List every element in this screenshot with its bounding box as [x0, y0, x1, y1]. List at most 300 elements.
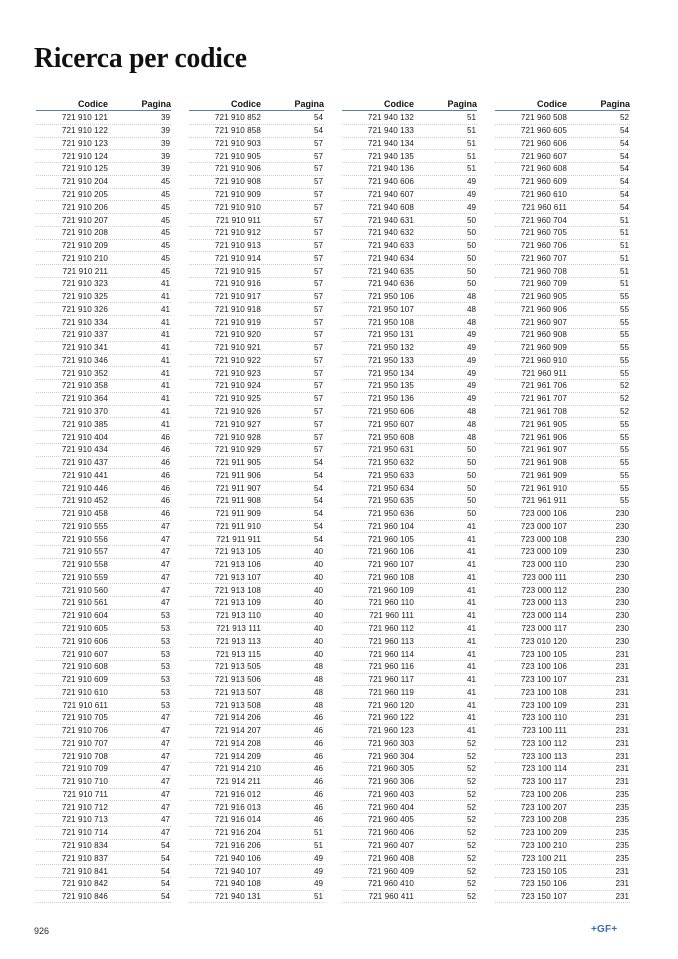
- table-row: [189, 355, 324, 368]
- table-row: [342, 444, 477, 457]
- code-cell: 721 960 705: [520, 228, 567, 238]
- page-cell: 57: [313, 279, 323, 289]
- page-cell: 47: [160, 738, 170, 748]
- table-row: [342, 189, 477, 202]
- table-row: [189, 469, 324, 482]
- page-cell: 54: [619, 177, 629, 187]
- page-cell: 45: [160, 215, 170, 225]
- page-cell: 231: [615, 713, 629, 723]
- page-cell: 49: [466, 177, 476, 187]
- page-cell: 51: [313, 841, 323, 851]
- table-row: [342, 214, 477, 227]
- table-row: [36, 635, 171, 648]
- page-cell: 54: [619, 189, 629, 199]
- code-cell: 721 910 446: [61, 483, 108, 493]
- page-cell: 41: [466, 624, 476, 633]
- table-row: [189, 789, 324, 802]
- page-cell: 46: [313, 777, 323, 787]
- page-cell: 46: [313, 751, 323, 761]
- code-cell: 721 910 915: [214, 266, 261, 276]
- table-row: [36, 163, 171, 176]
- page-cell: 48: [466, 406, 476, 416]
- code-cell: 723 100 109: [520, 700, 567, 710]
- table-row: [36, 125, 171, 138]
- page-cell: 46: [313, 726, 323, 736]
- page-cell: 51: [619, 228, 629, 238]
- page-cell: 54: [160, 879, 170, 889]
- code-cell: 721 913 110: [215, 611, 261, 621]
- code-cell: 721 910 605: [61, 624, 108, 633]
- code-cell: 721 950 135: [367, 381, 414, 391]
- table-row: [36, 725, 171, 738]
- table-row: [495, 189, 630, 202]
- code-cell: 721 950 634: [367, 483, 414, 493]
- page-cell: 54: [313, 470, 323, 480]
- code-cell: 723 100 206: [520, 789, 567, 799]
- table-row: [36, 610, 171, 623]
- table-row: [495, 699, 630, 712]
- code-cell: 721 960 611: [521, 202, 567, 212]
- table-row: [189, 801, 324, 814]
- table-row: [495, 444, 630, 457]
- table-row: [495, 814, 630, 827]
- table-row: [342, 316, 477, 329]
- page-cell: 231: [615, 866, 629, 876]
- code-cell: 721 940 631: [367, 215, 414, 225]
- table-row: [189, 342, 324, 355]
- code-cell: 721 910 908: [214, 177, 261, 187]
- code-cell: 721 960 117: [368, 675, 414, 685]
- code-cell: 721 910 385: [61, 419, 108, 429]
- table-row: [36, 814, 171, 827]
- page-cell: 57: [313, 241, 323, 251]
- page-cell: 53: [160, 687, 170, 697]
- page-cell: 47: [160, 815, 170, 825]
- page-cell: 46: [313, 738, 323, 748]
- code-cell: 721 916 014: [214, 815, 261, 825]
- table-row: [36, 431, 171, 444]
- page-cell: 50: [466, 458, 476, 468]
- page-cell: 57: [313, 138, 323, 148]
- code-cell: 721 960 409: [367, 866, 414, 876]
- code-cell: 721 960 906: [520, 304, 567, 314]
- row-list: [189, 112, 324, 903]
- page-cell: 55: [619, 317, 629, 327]
- page-cell: 57: [313, 151, 323, 161]
- page-cell: 50: [466, 266, 476, 276]
- page-cell: 231: [615, 751, 629, 761]
- page-cell: 57: [313, 343, 323, 353]
- page-cell: 48: [466, 292, 476, 302]
- code-cell: 721 910 607: [61, 649, 108, 659]
- table-row: [189, 635, 324, 648]
- page-cell: 57: [313, 419, 323, 429]
- table-row: [189, 240, 324, 253]
- code-cell: 721 960 110: [368, 598, 414, 608]
- table-row: [36, 316, 171, 329]
- table-row: [495, 406, 630, 419]
- code-cell: 721 910 205: [61, 189, 108, 199]
- column-header: [36, 94, 171, 111]
- table-row: [342, 482, 477, 495]
- code-cell: 721 950 636: [367, 509, 414, 519]
- page-cell: 52: [619, 113, 629, 123]
- table-row: [342, 814, 477, 827]
- table-row: [189, 559, 324, 572]
- code-cell: 721 960 908: [520, 330, 567, 340]
- table-row: [495, 789, 630, 802]
- code-cell: 721 910 905: [214, 151, 261, 161]
- code-cell: 721 911 906: [215, 470, 261, 480]
- code-cell: 721 913 105: [214, 547, 261, 557]
- table-row: [342, 661, 477, 674]
- table-row: [189, 584, 324, 597]
- page-cell: 230: [615, 572, 629, 582]
- table-row: [495, 763, 630, 776]
- code-cell: 721 960 407: [367, 841, 414, 851]
- page-cell: 54: [619, 202, 629, 212]
- table-row: [495, 457, 630, 470]
- code-cell: 723 000 111: [522, 572, 567, 582]
- table-row: [342, 584, 477, 597]
- table-row: [36, 252, 171, 265]
- table-row: [36, 291, 171, 304]
- page-cell: 41: [466, 547, 476, 557]
- page-cell: 41: [466, 572, 476, 582]
- page-cell: 54: [160, 853, 170, 863]
- table-row: [495, 469, 630, 482]
- table-row: [342, 521, 477, 534]
- table-row: [189, 495, 324, 508]
- page-cell: 52: [619, 381, 629, 391]
- code-cell: 723 000 112: [521, 585, 567, 595]
- table-row: [342, 789, 477, 802]
- page-cell: 57: [313, 432, 323, 442]
- table-row: [342, 112, 477, 125]
- table-row: [189, 738, 324, 751]
- header-pagina: Pagina: [294, 99, 324, 109]
- table-row: [342, 469, 477, 482]
- page-cell: 46: [160, 509, 170, 519]
- page-cell: 55: [619, 483, 629, 493]
- row-list: [342, 112, 477, 903]
- page-cell: 55: [619, 304, 629, 314]
- table-row: [495, 572, 630, 585]
- table-row: [36, 891, 171, 904]
- table-row: [36, 393, 171, 406]
- table-row: [342, 431, 477, 444]
- table-row: [189, 750, 324, 763]
- code-cell: 721 913 111: [216, 624, 261, 633]
- code-cell: 721 960 907: [520, 317, 567, 327]
- table-row: [495, 852, 630, 865]
- page-cell: 55: [619, 330, 629, 340]
- page-cell: 230: [615, 509, 629, 519]
- code-cell: 721 910 352: [61, 368, 108, 378]
- page-cell: 47: [160, 585, 170, 595]
- table-row: [189, 163, 324, 176]
- table-row: [342, 852, 477, 865]
- page-cell: 50: [466, 253, 476, 263]
- code-cell: 721 910 556: [61, 534, 108, 544]
- page-cell: 47: [160, 789, 170, 799]
- code-cell: 721 914 209: [214, 751, 261, 761]
- code-cell: 721 960 709: [520, 279, 567, 289]
- page-cell: 47: [160, 802, 170, 812]
- code-cell: 721 940 107: [214, 866, 261, 876]
- page-cell: 47: [160, 560, 170, 570]
- code-cell: 721 910 914: [214, 253, 261, 263]
- table-row: [189, 674, 324, 687]
- code-cell: 721 913 108: [214, 585, 261, 595]
- code-cell: 721 950 132: [367, 343, 414, 353]
- table-row: [36, 508, 171, 521]
- code-cell: 721 910 925: [214, 394, 261, 404]
- page-cell: 39: [160, 151, 170, 161]
- table-row: [495, 776, 630, 789]
- page-cell: 231: [615, 738, 629, 748]
- table-row: [495, 610, 630, 623]
- page-cell: 53: [160, 636, 170, 646]
- code-cell: 723 000 109: [520, 547, 567, 557]
- page-cell: 51: [466, 126, 476, 136]
- table-row: [36, 329, 171, 342]
- code-cell: 721 910 713: [61, 815, 108, 825]
- table-row: [342, 125, 477, 138]
- table-row: [36, 418, 171, 431]
- page-cell: 49: [313, 853, 323, 863]
- page-cell: 57: [313, 164, 323, 174]
- code-cell: 721 910 211: [62, 266, 108, 276]
- page-cell: 235: [615, 802, 629, 812]
- table-row: [495, 686, 630, 699]
- table-row: [342, 725, 477, 738]
- table-row: [36, 469, 171, 482]
- page-cell: 45: [160, 189, 170, 199]
- page-cell: 54: [619, 164, 629, 174]
- table-row: [189, 265, 324, 278]
- page-cell: 52: [466, 789, 476, 799]
- code-cell: 721 910 852: [214, 113, 261, 123]
- code-cell: 723 100 108: [520, 687, 567, 697]
- table-row: [189, 712, 324, 725]
- page-cell: 52: [466, 815, 476, 825]
- page-cell: 54: [313, 534, 323, 544]
- page-cell: 40: [313, 572, 323, 582]
- table-row: [342, 738, 477, 751]
- table-row: [495, 112, 630, 125]
- page-cell: 39: [160, 164, 170, 174]
- table-row: [189, 814, 324, 827]
- page-cell: 53: [160, 611, 170, 621]
- code-cell: 721 960 905: [520, 292, 567, 302]
- table-row: [189, 252, 324, 265]
- page-cell: 55: [619, 368, 629, 378]
- page-cell: 231: [615, 649, 629, 659]
- page-cell: 50: [466, 228, 476, 238]
- code-cell: 721 910 706: [61, 726, 108, 736]
- index-column-4: [495, 94, 630, 903]
- page-cell: 41: [160, 317, 170, 327]
- table-row: [495, 265, 630, 278]
- code-cell: 721 960 123: [367, 726, 414, 736]
- page-cell: 57: [313, 253, 323, 263]
- header-codice: Codice: [77, 99, 108, 109]
- page-cell: 51: [466, 164, 476, 174]
- page-cell: 230: [615, 534, 629, 544]
- page-cell: 50: [466, 445, 476, 455]
- code-cell: 721 910 846: [61, 892, 108, 902]
- table-row: [342, 712, 477, 725]
- page-cell: 55: [619, 458, 629, 468]
- table-row: [36, 380, 171, 393]
- code-cell: 723 100 111: [522, 726, 567, 736]
- code-cell: 721 910 606: [61, 636, 108, 646]
- page-cell: 53: [160, 700, 170, 710]
- page-cell: 54: [160, 841, 170, 851]
- code-cell: 723 100 107: [520, 675, 567, 685]
- page-cell: 41: [160, 419, 170, 429]
- page-cell: 46: [160, 496, 170, 506]
- code-cell: 721 960 605: [520, 126, 567, 136]
- table-row: [495, 227, 630, 240]
- table-row: [189, 303, 324, 316]
- table-row: [36, 176, 171, 189]
- table-row: [189, 865, 324, 878]
- header-pagina: Pagina: [141, 99, 171, 109]
- table-row: [495, 367, 630, 380]
- table-row: [36, 406, 171, 419]
- code-cell: 721 950 136: [367, 394, 414, 404]
- code-cell: 721 960 119: [368, 687, 414, 697]
- code-cell: 721 961 909: [520, 470, 567, 480]
- page-cell: 57: [313, 177, 323, 187]
- table-row: [342, 227, 477, 240]
- page-cell: 57: [313, 215, 323, 225]
- table-row: [495, 240, 630, 253]
- code-cell: 721 960 909: [520, 343, 567, 353]
- table-row: [342, 329, 477, 342]
- code-cell: 721 910 929: [214, 445, 261, 455]
- code-cell: 721 960 112: [368, 624, 414, 633]
- code-cell: 723 100 114: [521, 764, 567, 774]
- table-row: [189, 227, 324, 240]
- code-cell: 721 916 206: [214, 841, 261, 851]
- code-cell: 721 910 123: [61, 138, 108, 148]
- table-row: [36, 521, 171, 534]
- page-cell: 50: [466, 496, 476, 506]
- table-row: [189, 482, 324, 495]
- code-cell: 721 910 837: [61, 853, 108, 863]
- table-row: [189, 393, 324, 406]
- table-row: [342, 686, 477, 699]
- page-cell: 52: [466, 777, 476, 787]
- page-cell: 45: [160, 241, 170, 251]
- table-row: [342, 355, 477, 368]
- table-row: [495, 201, 630, 214]
- code-cell: 721 910 913: [214, 241, 261, 251]
- code-cell: 721 910 558: [61, 560, 108, 570]
- code-cell: 721 910 912: [214, 228, 261, 238]
- code-cell: 721 961 907: [520, 445, 567, 455]
- table-row: [342, 342, 477, 355]
- code-cell: 721 910 928: [214, 432, 261, 442]
- code-cell: 721 961 906: [520, 432, 567, 442]
- table-row: [342, 891, 477, 904]
- code-cell: 721 960 508: [520, 113, 567, 123]
- page-cell: 54: [313, 113, 323, 123]
- code-cell: 721 950 133: [367, 355, 414, 365]
- page-cell: 40: [313, 636, 323, 646]
- page-cell: 53: [160, 649, 170, 659]
- table-row: [36, 572, 171, 585]
- code-cell: 721 960 707: [520, 253, 567, 263]
- page-cell: 54: [619, 138, 629, 148]
- code-cell: 723 100 113: [521, 751, 567, 761]
- page-cell: 41: [160, 343, 170, 353]
- table-row: [342, 827, 477, 840]
- table-row: [189, 840, 324, 853]
- page-cell: 47: [160, 828, 170, 838]
- page-cell: 52: [619, 394, 629, 404]
- table-row: [189, 329, 324, 342]
- table-row: [189, 623, 324, 636]
- page-cell: 39: [160, 126, 170, 136]
- table-row: [342, 533, 477, 546]
- code-cell: 721 910 841: [61, 866, 108, 876]
- code-cell: 721 960 406: [367, 828, 414, 838]
- table-row: [342, 699, 477, 712]
- page-cell: 47: [160, 777, 170, 787]
- table-row: [495, 801, 630, 814]
- table-row: [495, 138, 630, 151]
- code-cell: 721 961 905: [520, 419, 567, 429]
- code-cell: 721 910 452: [61, 496, 108, 506]
- code-cell: 723 000 110: [521, 560, 567, 570]
- code-cell: 721 910 919: [214, 317, 261, 327]
- table-row: [189, 418, 324, 431]
- table-row: [189, 431, 324, 444]
- table-row: [189, 444, 324, 457]
- page-cell: 55: [619, 496, 629, 506]
- code-cell: 721 910 437: [61, 458, 108, 468]
- code-cell: 723 150 107: [520, 892, 567, 902]
- code-cell: 721 913 505: [214, 662, 261, 672]
- page-cell: 57: [313, 330, 323, 340]
- code-cell: 721 910 842: [61, 879, 108, 889]
- page-cell: 48: [466, 317, 476, 327]
- index-column-2: [189, 94, 324, 903]
- table-row: [495, 725, 630, 738]
- table-row: [495, 584, 630, 597]
- code-cell: 721 950 608: [367, 432, 414, 442]
- code-cell: 721 910 903: [214, 138, 261, 148]
- code-cell: 723 000 108: [520, 534, 567, 544]
- table-row: [36, 265, 171, 278]
- table-row: [36, 738, 171, 751]
- page-cell: 52: [466, 866, 476, 876]
- page-cell: 50: [466, 509, 476, 519]
- code-cell: 721 910 370: [61, 406, 108, 416]
- page-cell: 50: [466, 470, 476, 480]
- code-cell: 721 940 131: [214, 892, 261, 902]
- page-cell: 40: [313, 611, 323, 621]
- page-cell: 47: [160, 751, 170, 761]
- table-row: [495, 891, 630, 904]
- table-row: [36, 303, 171, 316]
- table-row: [36, 763, 171, 776]
- page-cell: 41: [466, 534, 476, 544]
